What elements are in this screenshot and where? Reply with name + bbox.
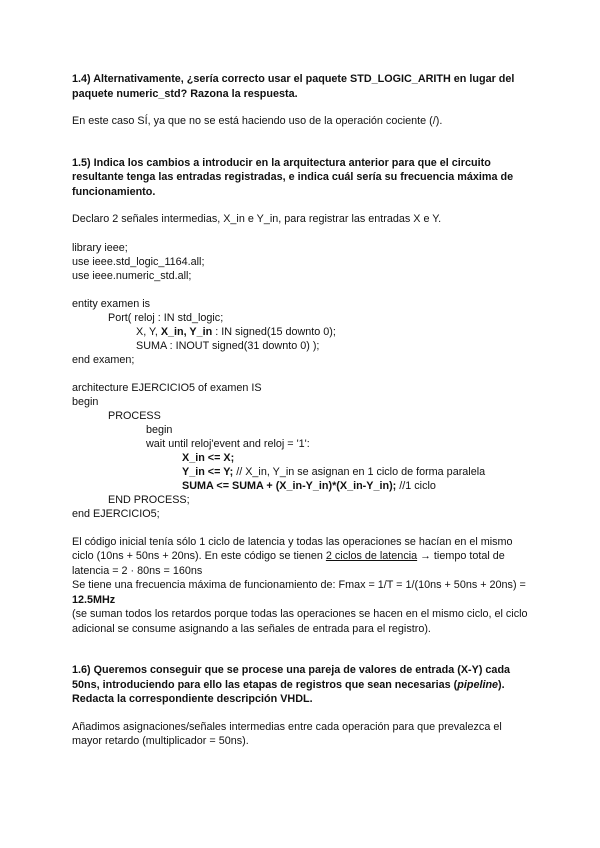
code-line: PROCESS bbox=[108, 409, 161, 422]
answer-1-4: En este caso SÍ, ya que no se está haciendo uso de la operación cociente (/). bbox=[72, 115, 443, 127]
code-line: X, Y, X_in, Y_in : IN signed(15 downto 0); bbox=[136, 325, 336, 338]
code-line: entity examen is bbox=[72, 297, 151, 310]
code-line: end EJERCICIO5; bbox=[72, 507, 160, 520]
code-line: SUMA : INOUT signed(31 downto 0) ); bbox=[136, 339, 320, 352]
code-line: END PROCESS; bbox=[108, 493, 190, 506]
code-line: Port( reloj : IN std_logic; bbox=[108, 311, 224, 324]
code-line: begin bbox=[146, 423, 173, 436]
answer-1-5-intro: Declaro 2 señales intermedias, X_in e Y_in, para registrar las entradas X e Y. bbox=[72, 213, 442, 225]
code-line: begin bbox=[72, 395, 99, 408]
code-line: Y_in <= Y; // X_in, Y_in se asignan en 1 ciclo de forma paralela bbox=[182, 465, 486, 478]
code-line: use ieee.std_logic_1164.all; bbox=[72, 255, 205, 268]
code-line: architecture EJERCICIO5 of examen IS bbox=[72, 381, 262, 394]
answer-1-5-fmax: Se tiene una frecuencia máxima de funcionamiento de: Fmax = 1/T = 1/(10ns + 50ns + 20ns) = 12.5MHz bbox=[72, 579, 526, 606]
answer-1-5-note: (se suman todos los retardos porque todas las operaciones se hacen en el mismo ciclo, el ciclo adicional se consume asignando a las señales de entrada para el registro). bbox=[72, 608, 528, 635]
document-page bbox=[72, 72, 534, 749]
question-1-5-heading: 1.5) Indica los cambios a introducir en la arquitectura anterior para que el circuito resultante tenga las entradas registradas, e indica cuál sería su frecuencia máxima de funcionamiento. bbox=[72, 156, 514, 198]
answer-1-5-latency: El código inicial tenía sólo 1 ciclo de latencia y todas las operaciones se hacían en el mismo ciclo (10ns + 50ns + 20ns). En este código se tienen 2 ciclos de latencia → tiempo total de latencia = 2 · 80ns = 160ns bbox=[72, 535, 513, 577]
code-line: end examen; bbox=[72, 353, 135, 366]
question-1-6-heading: 1.6) Queremos conseguir que se procese una pareja de valores de entrada (X-Y) cada 50ns, introduciendo para ello las etapas de registros que sean necesarias (pipeline). Redacta la correspondiente descripción VHDL. bbox=[72, 664, 511, 705]
answer-1-6: Añadimos asignaciones/señales intermedias entre cada operación para que prevalezca el mayor retardo (multiplicador = 50ns). bbox=[72, 720, 502, 747]
vhdl-code-block bbox=[72, 241, 534, 521]
code-line: X_in <= X; bbox=[182, 451, 235, 464]
code-line: SUMA <= SUMA + (X_in-Y_in)*(X_in-Y_in); //1 ciclo bbox=[182, 479, 436, 492]
code-line: wait until reloj'event and reloj = '1': bbox=[146, 437, 310, 450]
code-line: library ieee; bbox=[72, 241, 128, 254]
code-line: use ieee.numeric_std.all; bbox=[72, 269, 192, 282]
question-1-4-heading: 1.4) Alternativamente, ¿sería correcto usar el paquete STD_LOGIC_ARITH en lugar del paquete numeric_std? Razona la respuesta. bbox=[72, 73, 515, 100]
